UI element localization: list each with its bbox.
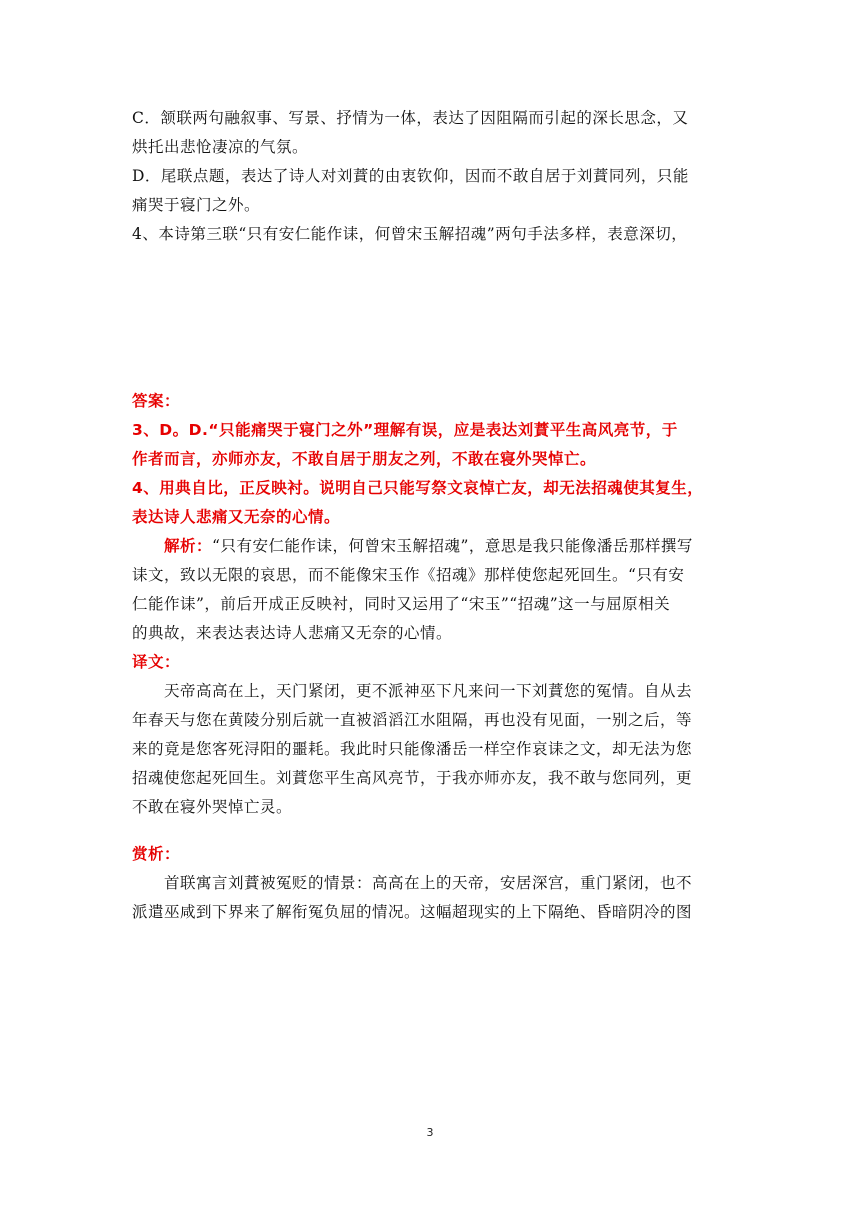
- section-spacer: [132, 822, 732, 840]
- appreciation-line-1: 首联寓言刘蕡被冤贬的情景：高高在上的天帝，安居深宫，重门紧闭，也不: [164, 874, 693, 892]
- analysis-line-2: 诔文，致以无限的哀思，而不能像宋玉作《招魂》那样使您起死回生。“只有安: [132, 566, 685, 584]
- option-c-line-2: 烘托出悲怆凄凉的气氛。: [132, 138, 309, 156]
- translation-line-4: 招魂使您起死回生。刘蕡您平生高风亮节，于我亦师亦友，我不敢与您同列，更: [132, 769, 693, 787]
- answer-4-line-1: 4、用典自比，正反映衬。说明自己只能写祭文哀悼亡友，却无法招魂使其复生，: [132, 479, 704, 497]
- answer-blank-space: [132, 249, 732, 387]
- question-4-line-1: 4、本诗第三联“只有安仁能作诔，何曾宋玉解招魂”两句手法多样，表意深切，: [132, 225, 688, 243]
- answer-3-line-2: 作者而言，亦师亦友，不敢自居于朋友之列，不敢在寝外哭悼亡。: [132, 450, 597, 468]
- analysis-label: 解析：: [164, 537, 213, 555]
- answer-3-line-1: 3、D。D.“只能痛哭于寝门之外”理解有误，应是表达刘蕡平生高风亮节，于: [132, 421, 678, 439]
- translation-line-1: 天帝高高在上，天门紧闭，更不派神巫下凡来问一下刘蕡您的冤情。自从去: [164, 682, 693, 700]
- appreciation-heading: 赏析：: [132, 845, 181, 863]
- translation-line-5: 不敢在寝外哭悼亡灵。: [132, 798, 293, 816]
- option-d-line-1: D．尾联点题，表达了诗人对刘蕡的由衷钦仰，因而不敢自居于刘蕡同列，只能: [132, 167, 689, 185]
- option-d-line-2: 痛哭于寝门之外。: [132, 196, 261, 214]
- analysis-line-1: [132, 532, 732, 561]
- analysis-line-3: 仁能作诔”，前后开成正反映衬，同时又运用了“宋玉”“招魂”这一与屈原相关: [132, 595, 671, 613]
- translation-line-2: 年春天与您在黄陵分别后就一直被滔滔江水阻隔，再也没有见面，一别之后，等: [132, 711, 693, 729]
- analysis-line-4: 的典故，来表达表达诗人悲痛又无奈的心情。: [132, 624, 453, 642]
- translation-heading: 译文：: [132, 653, 181, 671]
- answer-4-line-2: 表达诗人悲痛又无奈的心情。: [132, 508, 341, 526]
- analysis-text-1: “只有安仁能作诔，何曾宋玉解招魂”，意思是我只能像潘岳那样撰写: [212, 537, 693, 555]
- answer-heading: 答案：: [132, 392, 181, 410]
- option-c-line-1: C．颔联两句融叙事、写景、抒情为一体，表达了因阻隔而引起的深长思念，又: [132, 109, 689, 127]
- translation-line-3: 来的竟是您客死浔阳的噩耗。我此时只能像潘岳一样空作哀诔之文，却无法为您: [132, 740, 693, 758]
- appreciation-line-2: 派遣巫咸到下界来了解衔冤负屈的情况。这幅超现实的上下隔绝、昏暗阴冷的图: [132, 903, 693, 921]
- page-content: [132, 104, 732, 927]
- page-number: 3: [426, 1126, 434, 1139]
